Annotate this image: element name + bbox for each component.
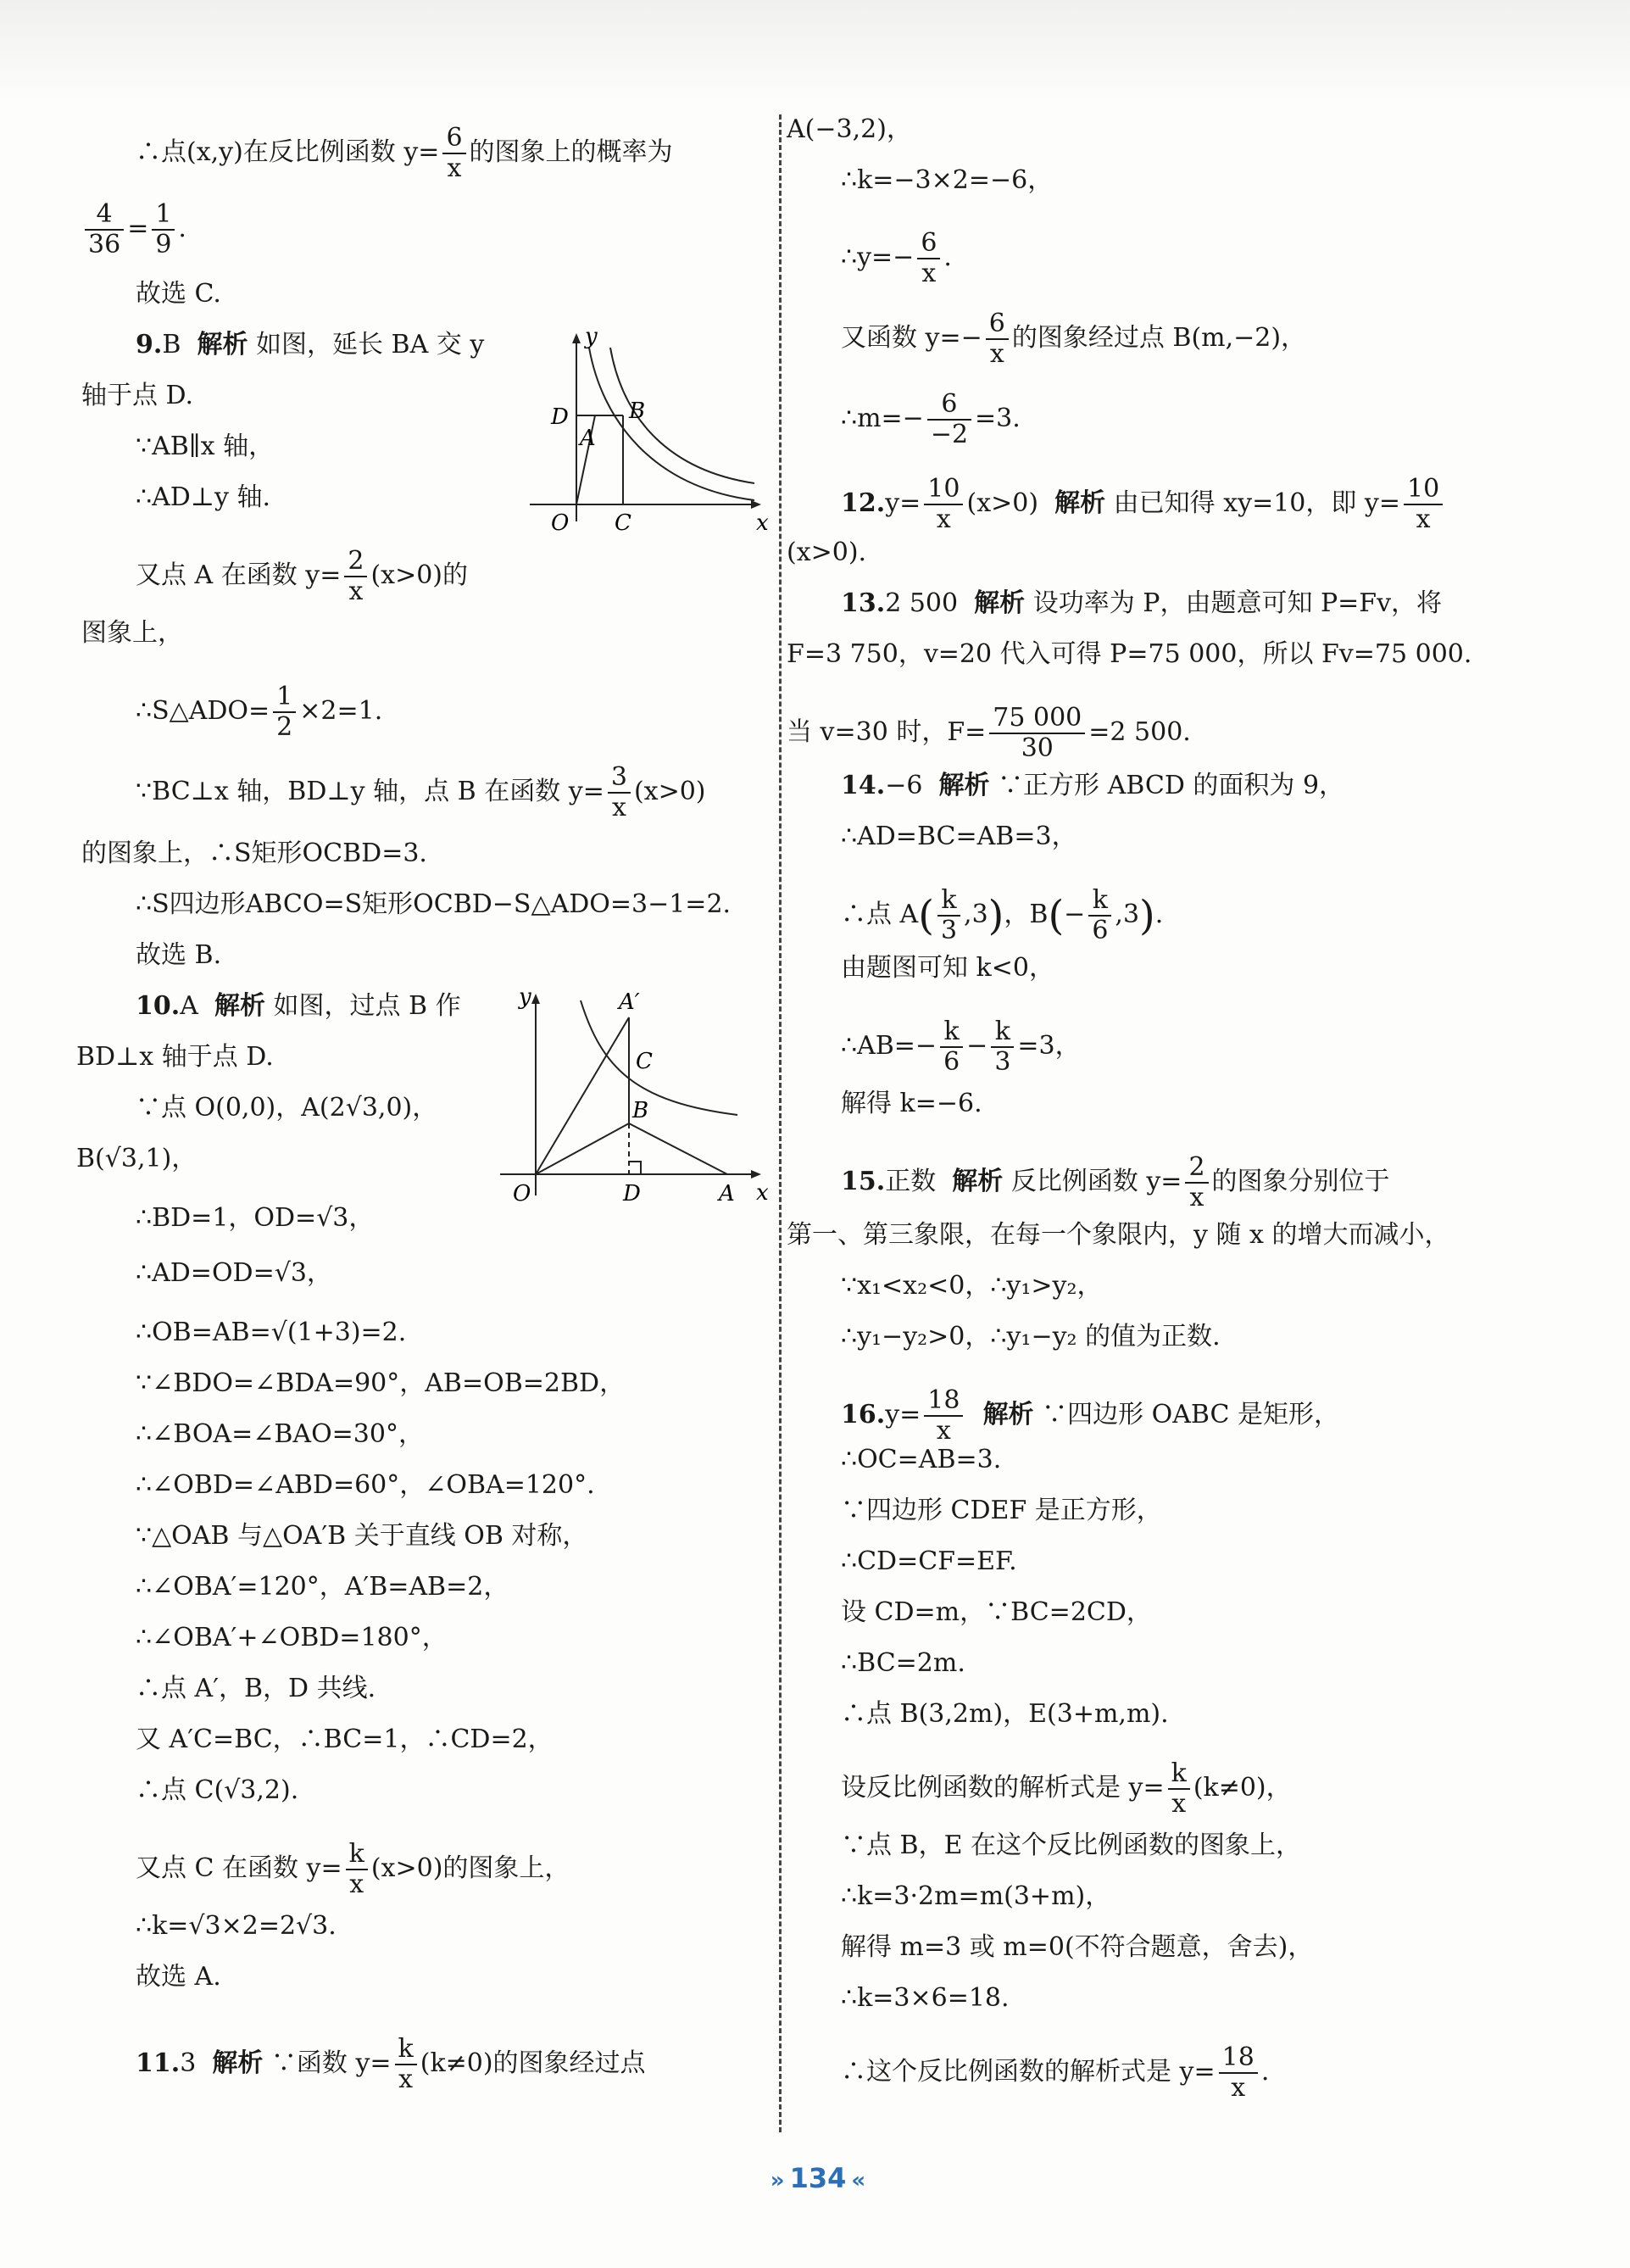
scan-top-band: [0, 0, 1630, 102]
figure-q9: [526, 326, 771, 538]
line: ∴点 A( $\frac{k}{3}$ ,3)，B(− $\frac{k}{6}$ ,3).: [841, 885, 1164, 945]
line: 故选 A.: [136, 1962, 221, 1992]
line: ∴OC=AB=3.: [841, 1445, 1002, 1474]
label-y: y: [585, 326, 598, 349]
label-C: C: [615, 510, 631, 536]
line: ∴m=− $\frac{6}{-2}$ =3.: [841, 389, 1021, 449]
label-A: A: [580, 426, 596, 451]
label-A-prime: A′: [619, 989, 640, 1015]
fraction: $\frac{k}{6}$: [1088, 886, 1111, 945]
line: ∴S△ADO= $\frac{1}{2}$ ×2=1.: [136, 682, 383, 742]
fraction: $\frac{6}{x}$: [986, 309, 1009, 369]
line: ∴∠OBA′=120°，A′B=AB=2，: [136, 1572, 509, 1602]
line: ∴BC=2m.: [841, 1648, 965, 1678]
question-13-header: 13.2 500 解析 设功率为 P，由题意可知 P=Fv，将: [841, 588, 1443, 618]
question-12-header: 12.y= $\frac{10}{x}$ (x>0) 解析 由已知得 xy=10，即 y= $\frac{10}{x}$: [841, 475, 1446, 534]
fraction: $\frac{18}{x}$: [1219, 2043, 1258, 2103]
line: A(−3,2)，: [787, 114, 912, 144]
fraction: $\frac{2}{x}$: [1185, 1153, 1208, 1212]
line: 的图象上，∴S矩形OCBD=3.: [81, 839, 427, 868]
page-number: [691, 2162, 945, 2194]
line: ∴这个反比例函数的解析式是 y= $\frac{18}{x}$ .: [841, 2042, 1270, 2103]
label-x: x: [756, 1180, 769, 1206]
question-10-header: 10.A 解析 如图，过点 B 作: [136, 991, 461, 1021]
line: 由题图可知 k<0，: [841, 953, 1054, 983]
line: ∴点 C(√3,2).: [136, 1775, 299, 1805]
fraction: $\frac{3}{x}$: [608, 763, 631, 822]
label-O: O: [551, 510, 570, 536]
x-axis-arrow: [751, 1170, 761, 1179]
line: ∴∠OBD=∠ABD=60°，∠OBA=120°.: [136, 1470, 595, 1500]
fraction: $\frac{75 000}{30}$: [989, 704, 1085, 763]
line: ∵点 O(0,0)，A(2√3,0)，: [136, 1093, 438, 1123]
fraction: $\frac{k}{3}$: [991, 1017, 1014, 1077]
line: $\frac{4}{36}$ = $\frac{1}{9}$ .: [81, 200, 186, 259]
line: ∴AD⊥y 轴.: [136, 482, 271, 512]
column-divider: [779, 114, 782, 2132]
line: 轴于点 D.: [81, 381, 194, 410]
line: ∴∠OBA′+∠OBD=180°，: [136, 1623, 448, 1652]
line: ∴S四边形ABCO=S矩形OCBD−S△ADO=3−1=2.: [136, 889, 732, 919]
line: ∴AD=OD=√3，: [136, 1258, 332, 1288]
fraction: $\frac{1}{2}$: [273, 683, 296, 742]
label-B: B: [629, 398, 646, 424]
line: 设 CD=m，∵BC=2CD，: [841, 1597, 1152, 1627]
line: 解得 k=−6.: [841, 1089, 982, 1118]
fraction: $\frac{18}{x}$: [924, 1386, 963, 1446]
y-axis-arrow: [531, 994, 540, 1004]
fraction: $\frac{k}{6}$: [940, 1017, 963, 1077]
fraction: $\frac{k}{x}$: [395, 2035, 417, 2094]
line: 当 v=30 时，F= $\frac{75 000}{30}$ =2 500.: [787, 703, 1191, 763]
line: ∴AD=BC=AB=3，: [841, 822, 1077, 851]
question-16-header: 16.y= $\frac{18}{x}$ 解析 ∵四边形 OABC 是矩形，: [841, 1385, 1339, 1446]
line: B(√3,1)，: [76, 1144, 197, 1173]
line: ∵x₁<x₂<0，∴y₁>y₂，: [841, 1271, 1103, 1301]
line: 故选 C.: [136, 279, 221, 309]
question-11-header: 11.3 解析 ∵函数 y= $\frac{k}{x}$ (k≠0)的图象经过点: [136, 2034, 646, 2094]
line: ∴BD=1，OD=√3，: [136, 1203, 375, 1233]
line: ∵△OAB 与△OA′B 关于直线 OB 对称，: [136, 1521, 588, 1551]
label-O: O: [513, 1181, 531, 1206]
fraction: $\frac{2}{x}$: [344, 547, 367, 606]
line: 第一、第三象限，在每一个象限内，y 随 x 的增大而减小，: [787, 1220, 1450, 1250]
line: ∴点(x,y)在反比例函数 y= $\frac{6}{x}$ 的图象上的概率为: [136, 123, 673, 183]
line: 又点 C 在函数 y= $\frac{k}{x}$ (x>0)的图象上，: [136, 1839, 570, 1899]
line: ∴y=− $\frac{6}{x}$ .: [841, 228, 952, 288]
line: ∴k=√3×2=2√3.: [136, 1911, 337, 1941]
page-number-text: 134: [789, 2162, 847, 2194]
segment-BA: [629, 1123, 727, 1174]
line: 故选 B.: [136, 940, 222, 970]
fraction: $\frac{k}{x}$: [346, 1840, 368, 1899]
line: 设反比例函数的解析式是 y= $\frac{k}{x}$ (k≠0)，: [841, 1758, 1292, 1819]
line: ∴OB=AB=√(1+3)=2.: [136, 1318, 407, 1347]
line: 又点 A 在函数 y= $\frac{2}{x}$ (x>0)的: [136, 546, 469, 606]
fraction: $\frac{4}{36}$: [85, 200, 124, 259]
line: ∵四边形 CDEF 是正方形，: [841, 1496, 1162, 1525]
line: BD⊥x 轴于点 D.: [76, 1042, 274, 1072]
question-15-header: 15.正数 解析 反比例函数 y= $\frac{2}{x}$ 的图象分别位于: [841, 1152, 1390, 1212]
fraction: $\frac{1}{9}$: [152, 200, 175, 259]
line: 图象上，: [81, 618, 183, 648]
y-axis-arrow: [572, 333, 581, 343]
x-axis-arrow: [751, 500, 761, 509]
page-arrow-right-icon: «: [851, 2168, 866, 2193]
line: ∴k=−3×2=−6，: [841, 165, 1054, 195]
line: ∵∠BDO=∠BDA=90°，AB=OB=2BD，: [136, 1368, 626, 1398]
line: ∴k=3×6=18.: [841, 1983, 1010, 2013]
label-C: C: [636, 1049, 653, 1074]
line: ∵AB∥x 轴，: [136, 432, 275, 461]
figure-q10: [500, 984, 771, 1212]
right-angle-mark: [629, 1162, 641, 1174]
fraction: $\frac{10}{x}$: [924, 475, 963, 534]
line: ∴点 A′，B，D 共线.: [136, 1674, 376, 1703]
line: ∴y₁−y₂>0，∴y₁−y₂ 的值为正数.: [841, 1322, 1221, 1351]
segment-OA-prime: [536, 1017, 629, 1174]
label-D: D: [551, 404, 569, 430]
line: ∵BC⊥x 轴，BD⊥y 轴，点 B 在函数 y= $\frac{3}{x}$ (x>0): [136, 762, 706, 822]
label-B: B: [632, 1098, 649, 1123]
line: ∴∠BOA=∠BAO=30°，: [136, 1419, 424, 1449]
fraction: $\frac{k}{x}$: [1168, 1759, 1190, 1819]
line: F=3 750，v=20 代入可得 P=75 000，所以 Fv=75 000.: [787, 639, 1472, 669]
line: ∴AB=− $\frac{k}{6}$ − $\frac{k}{3}$ =3，: [841, 1017, 1081, 1077]
question-14-header: 14.−6 解析 ∵正方形 ABCD 的面积为 9，: [841, 771, 1345, 800]
segment-OB: [536, 1123, 629, 1174]
line: 又 A′C=BC，∴BC=1，∴CD=2，: [136, 1725, 554, 1754]
label-x: x: [756, 510, 769, 536]
label-D: D: [623, 1181, 641, 1206]
fraction: $\frac{10}{x}$: [1404, 475, 1443, 534]
label-y: y: [519, 984, 531, 1010]
label-A: A: [719, 1181, 735, 1206]
line: (x>0).: [787, 538, 867, 567]
line: ∵点 B，E 在这个反比例函数的图象上，: [841, 1831, 1302, 1860]
fraction: $\frac{k}{3}$: [937, 886, 960, 945]
line: ∴k=3·2m=m(3+m)，: [841, 1881, 1111, 1911]
fraction: $\frac{6}{-2}$: [927, 390, 971, 449]
page-arrow-left-icon: »: [770, 2168, 785, 2193]
line: ∴CD=CF=EF.: [841, 1546, 1017, 1576]
line: ∴点 B(3,2m)，E(3+m,m).: [841, 1699, 1169, 1729]
question-9-header: 9.B 解析 如图，延长 BA 交 y: [136, 330, 485, 359]
fraction: $\frac{6}{x}$: [917, 229, 940, 288]
line: 解得 m=3 或 m=0(不符合题意，舍去)，: [841, 1932, 1314, 1962]
fraction: $\frac{6}{x}$: [442, 124, 465, 183]
line: 又函数 y=− $\frac{6}{x}$ 的图象经过点 B(m,−2)，: [841, 309, 1307, 369]
